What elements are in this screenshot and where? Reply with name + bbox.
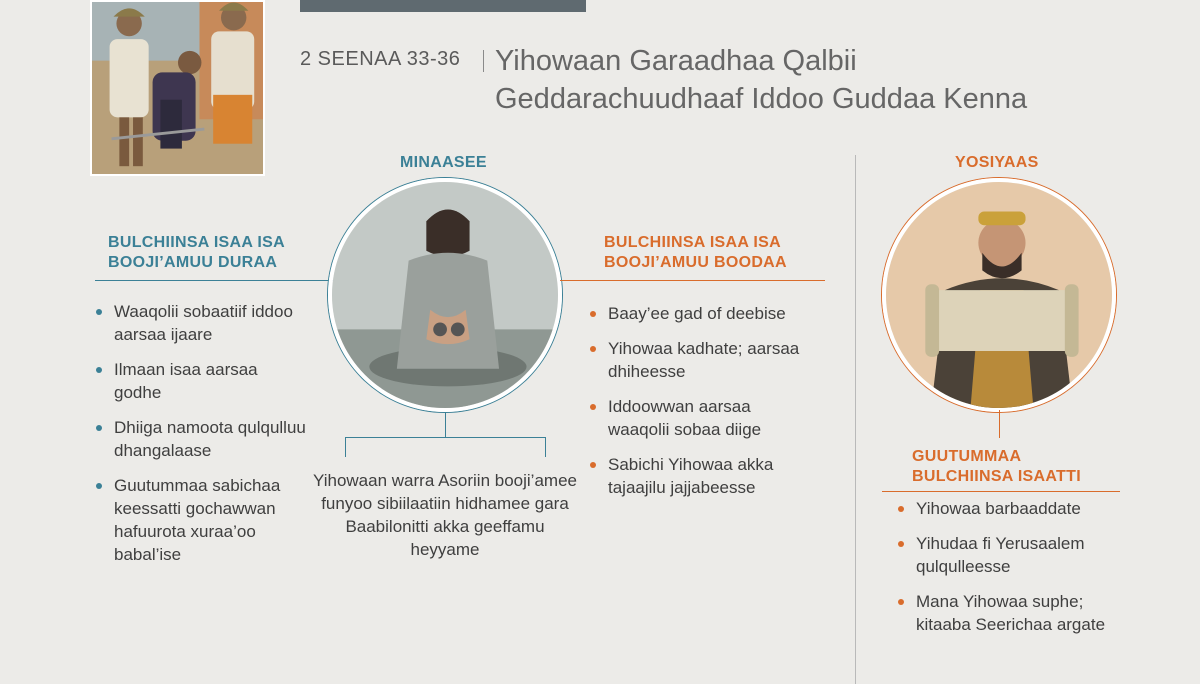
- list-item: Yihowaa kadhate; aarsaa dhiheesse: [586, 337, 806, 383]
- list-item: Dhiiga namoota qulqulluu dhangalaase: [92, 416, 307, 462]
- title-separator: [483, 50, 484, 72]
- heading-line: GUUTUMMAA: [912, 448, 1022, 465]
- list-item: Iddoowwan aarsaa waaqolii sobaa diige: [586, 395, 806, 441]
- list-item: Ilmaan isaa aarsaa godhe: [92, 358, 307, 404]
- yosiyaas-name: YOSIYAAS: [955, 154, 1039, 171]
- heading-line: BOOJI’AMUU DURAA: [108, 254, 278, 271]
- bracket-stem: [445, 412, 446, 437]
- soldiers-illustration: [90, 0, 265, 176]
- minaasee-before-heading: [108, 233, 285, 273]
- page-title: [495, 42, 1027, 118]
- heading-line: BULCHIINSA ISAA ISA: [604, 234, 781, 251]
- teal-divider: [95, 280, 335, 281]
- orange-divider: [882, 491, 1120, 492]
- scripture-reference: 2 SEENAA 33-36: [300, 48, 461, 70]
- list-item: Guutummaa sabichaa keessatti gochawwan hafuurota xuraa’oo babal’ise: [92, 474, 307, 566]
- header-bar: [300, 0, 586, 12]
- list-item: Waaqolii sobaatiif iddoo aarsaa ijaare: [92, 300, 307, 346]
- minaasee-portrait: [328, 178, 562, 412]
- minaasee-after-list: [586, 302, 806, 511]
- bracket-left: [345, 437, 346, 457]
- bracket-right: [545, 437, 546, 457]
- bracket-bar: [345, 437, 546, 438]
- heading-line: BULCHIINSA ISAATTI: [912, 468, 1081, 485]
- title-line-1: Yihowaan Garaadhaa Qalbii: [495, 45, 857, 77]
- list-item: Sabichi Yihowaa akka tajaajilu jajjabeesse: [586, 453, 806, 499]
- list-item: Yihowaa barbaaddate: [894, 497, 1134, 520]
- column-divider: [855, 155, 856, 684]
- list-item: Yihudaa fi Yerusaalem qulqulleesse: [894, 532, 1134, 578]
- yosiyaas-portrait: [882, 178, 1116, 412]
- orange-divider: [560, 280, 825, 281]
- minaasee-name: MINAASEE: [400, 154, 487, 171]
- list-item: Baay’ee gad of deebise: [586, 302, 806, 325]
- heading-line: BULCHIINSA ISAA ISA: [108, 234, 285, 251]
- list-item: Mana Yihowaa suphe; kitaaba Seerichaa argate: [894, 590, 1134, 636]
- title-line-2: Geddarachuudhaaf Iddoo Guddaa Kenna: [495, 83, 1028, 115]
- minaasee-after-heading: [604, 233, 787, 273]
- yosiyaas-list: [894, 497, 1134, 648]
- minaasee-before-list: [92, 300, 307, 578]
- yosiyaas-reign-heading: [912, 447, 1081, 487]
- yosiyaas-stem: [999, 410, 1000, 438]
- minaasee-caption: Yihowaan warra Asoriin booji’amee funyoo sibiilaatiin hidhamee gara Baabilonitti akka geeffamu heyyame: [313, 471, 577, 559]
- heading-line: BOOJI’AMUU BOODAA: [604, 254, 787, 271]
